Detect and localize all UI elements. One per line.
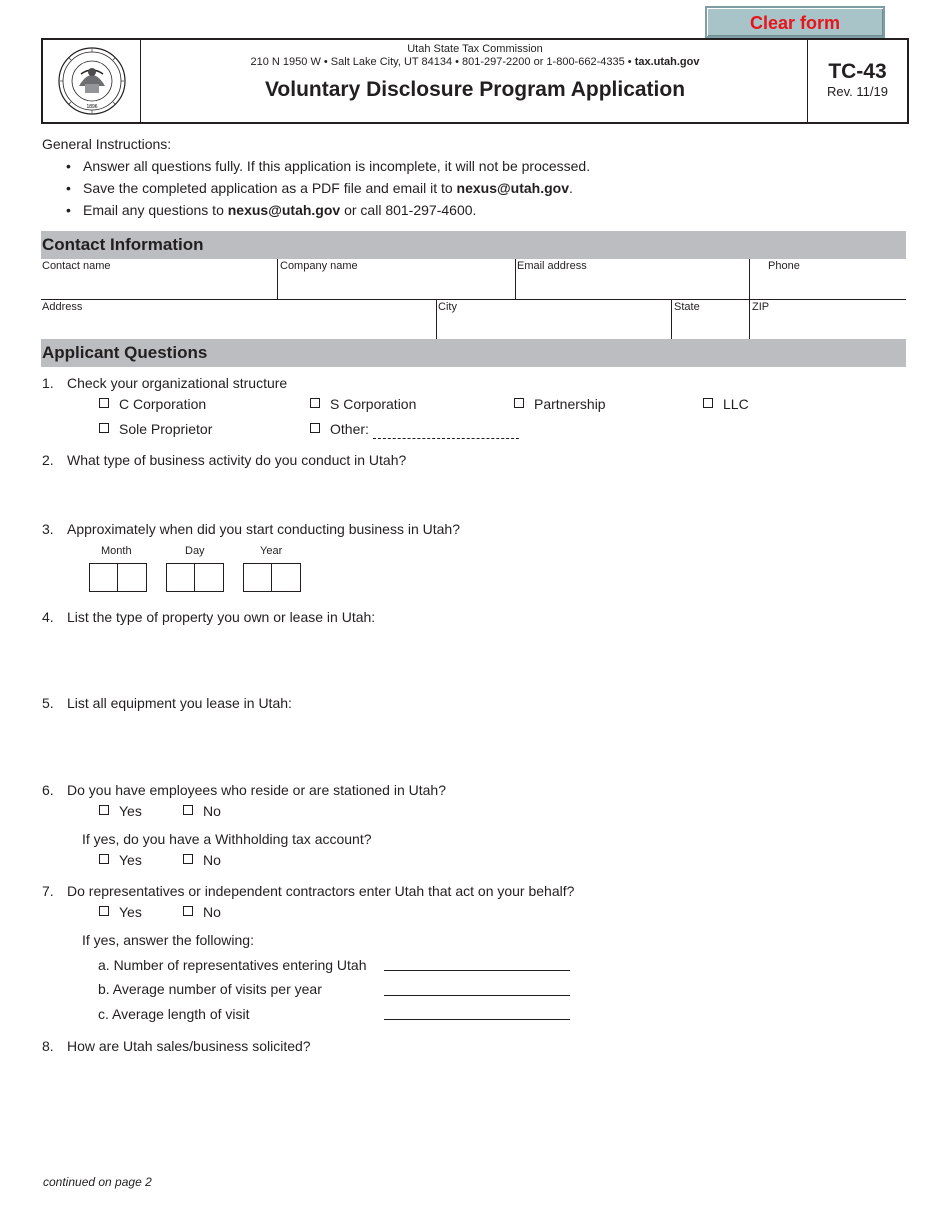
question-6-text: Do you have employees who reside or are stationed in Utah?	[67, 782, 446, 798]
box-divider	[194, 564, 195, 591]
year-label: Year	[260, 545, 283, 557]
q6-no-option[interactable]	[183, 803, 221, 819]
option-label: C Corporation	[119, 396, 207, 412]
utah-state-seal-icon	[57, 46, 127, 116]
month-input[interactable]	[89, 563, 147, 592]
q7-no-option[interactable]	[183, 904, 221, 920]
option-label: Partnership	[534, 396, 606, 412]
state-label: State	[674, 301, 700, 313]
box-divider	[271, 564, 272, 591]
option-label: Yes	[119, 904, 142, 920]
form-id-box	[807, 40, 907, 122]
question-7-subtext: If yes, answer the following:	[82, 932, 254, 948]
address-line: 210 N 1950 W • Salt Lake City, UT 84134 • 801-297-2200 or 1-800-662-4335 •	[250, 56, 635, 68]
checkbox[interactable]	[99, 805, 109, 815]
option-label: Yes	[119, 852, 142, 868]
instructions-heading: General Instructions:	[42, 136, 172, 152]
email-link: nexus@utah.gov	[456, 180, 569, 196]
divider	[515, 259, 516, 300]
question-7-text: Do representatives or independent contractors enter Utah that act on your behalf?	[67, 883, 575, 899]
option-s-corporation[interactable]	[310, 396, 416, 412]
divider	[671, 300, 672, 340]
question-5-text: List all equipment you lease in Utah:	[67, 695, 292, 711]
q7-yes-option[interactable]	[99, 904, 142, 920]
applicant-section-header: Applicant Questions	[41, 339, 906, 367]
form-revision: Rev. 11/19	[827, 84, 888, 99]
instruction-text: or call 801-297-4600.	[340, 202, 477, 218]
option-llc[interactable]	[703, 396, 749, 412]
checkbox[interactable]	[99, 398, 109, 408]
checkbox[interactable]	[310, 398, 320, 408]
seal-year: 1896	[86, 104, 98, 110]
address-label: Address	[42, 301, 83, 313]
company-name-label: Company name	[280, 260, 358, 272]
q7a-label: a. Number of representatives entering Utah	[98, 957, 367, 973]
month-label: Month	[101, 545, 132, 557]
question-number: 7.	[42, 883, 54, 899]
checkbox[interactable]	[183, 854, 193, 864]
question-number: 2.	[42, 452, 54, 468]
option-sole-proprietor[interactable]	[99, 421, 212, 437]
contact-name-label: Contact name	[42, 260, 111, 272]
option-label: No	[203, 852, 221, 868]
instruction-bullet-2: • Save the completed application as a PDF file and email it to nexus@utah.gov.	[66, 180, 573, 196]
option-label: Yes	[119, 803, 142, 819]
option-label: No	[203, 904, 221, 920]
checkbox[interactable]	[99, 423, 109, 433]
agency-name: Utah State Tax Commission	[407, 43, 543, 55]
option-partnership[interactable]	[514, 396, 606, 412]
contact-section-header: Contact Information	[41, 231, 906, 259]
checkbox[interactable]	[183, 805, 193, 815]
checkbox[interactable]	[99, 906, 109, 916]
divider	[436, 300, 437, 340]
q7a-input-line[interactable]	[384, 970, 570, 971]
phone-label: Phone	[768, 260, 800, 272]
instruction-text: Email any questions to	[83, 202, 228, 218]
question-2-answer-field[interactable]	[67, 472, 906, 516]
form-title: Voluntary Disclosure Program Application	[264, 78, 686, 101]
seal-box	[43, 40, 141, 122]
q6-yes-option[interactable]	[99, 803, 142, 819]
instruction-text: Answer all questions fully. If this application is incomplete, it will not be processed.	[83, 158, 591, 174]
company-name-field[interactable]	[280, 274, 514, 298]
day-label: Day	[185, 545, 205, 557]
question-6-subtext: If yes, do you have a Withholding tax account?	[82, 831, 372, 847]
option-c-corporation[interactable]	[99, 396, 206, 412]
form-number: TC-43	[828, 60, 887, 83]
clear-form-button[interactable]: Clear form	[705, 6, 885, 38]
question-number: 8.	[42, 1038, 54, 1054]
option-label: Other:	[330, 421, 369, 437]
checkbox[interactable]	[514, 398, 524, 408]
option-label: S Corporation	[330, 396, 417, 412]
agency-website: tax.utah.gov	[634, 56, 700, 68]
row-divider	[41, 299, 906, 300]
q7c-input-line[interactable]	[384, 1019, 570, 1020]
question-number: 6.	[42, 782, 54, 798]
option-label: Sole Proprietor	[119, 421, 213, 437]
question-4-answer-field[interactable]	[67, 628, 906, 690]
question-number: 1.	[42, 375, 54, 391]
email-link: nexus@utah.gov	[227, 202, 341, 218]
q6-withholding-no-option[interactable]	[183, 852, 221, 868]
question-8-answer-field[interactable]	[67, 1058, 906, 1158]
contact-name-field[interactable]	[42, 274, 276, 298]
email-label: Email address	[517, 260, 587, 272]
city-field[interactable]	[438, 315, 668, 339]
q7b-label: b. Average number of visits per year	[98, 981, 322, 997]
instruction-text: .	[569, 180, 573, 196]
question-4-text: List the type of property you own or lease in Utah:	[67, 609, 376, 625]
state-field[interactable]	[674, 315, 746, 339]
zip-field[interactable]	[752, 315, 905, 339]
year-input[interactable]	[243, 563, 301, 592]
continued-note: continued on page 2	[43, 1175, 152, 1189]
instruction-bullet-3: • Email any questions to nexus@utah.gov or call 801-297-4600.	[66, 202, 477, 218]
checkbox[interactable]	[310, 423, 320, 433]
zip-label: ZIP	[752, 301, 770, 313]
question-number: 5.	[42, 695, 54, 711]
agency-address	[140, 56, 810, 68]
box-divider	[117, 564, 118, 591]
q7c-label: c. Average length of visit	[98, 1006, 250, 1022]
form-header	[41, 38, 909, 124]
q7b-input-line[interactable]	[384, 995, 570, 996]
option-other[interactable]	[310, 421, 519, 439]
checkbox[interactable]	[99, 854, 109, 864]
city-label: City	[438, 301, 457, 313]
option-label: LLC	[723, 396, 749, 412]
question-3-text: Approximately when did you start conducting business in Utah?	[67, 521, 460, 537]
email-field[interactable]	[517, 274, 748, 298]
phone-field[interactable]	[752, 274, 905, 298]
q6-withholding-yes-option[interactable]	[99, 852, 142, 868]
question-number: 4.	[42, 609, 54, 625]
divider	[277, 259, 278, 300]
question-1-text: Check your organizational structure	[67, 375, 288, 391]
other-input[interactable]	[373, 422, 519, 439]
question-2-text: What type of business activity do you conduct in Utah?	[67, 452, 407, 468]
instruction-text: Save the completed application as a PDF file and email it to	[83, 180, 457, 196]
option-label: No	[203, 803, 221, 819]
instruction-bullet-1: • Answer all questions fully. If this application is incomplete, it will not be processed.	[66, 158, 591, 174]
question-5-answer-field[interactable]	[67, 714, 906, 776]
question-8-text: How are Utah sales/business solicited?	[67, 1038, 311, 1054]
checkbox[interactable]	[183, 906, 193, 916]
address-field[interactable]	[42, 315, 432, 339]
checkbox[interactable]	[703, 398, 713, 408]
day-input[interactable]	[166, 563, 224, 592]
question-number: 3.	[42, 521, 54, 537]
